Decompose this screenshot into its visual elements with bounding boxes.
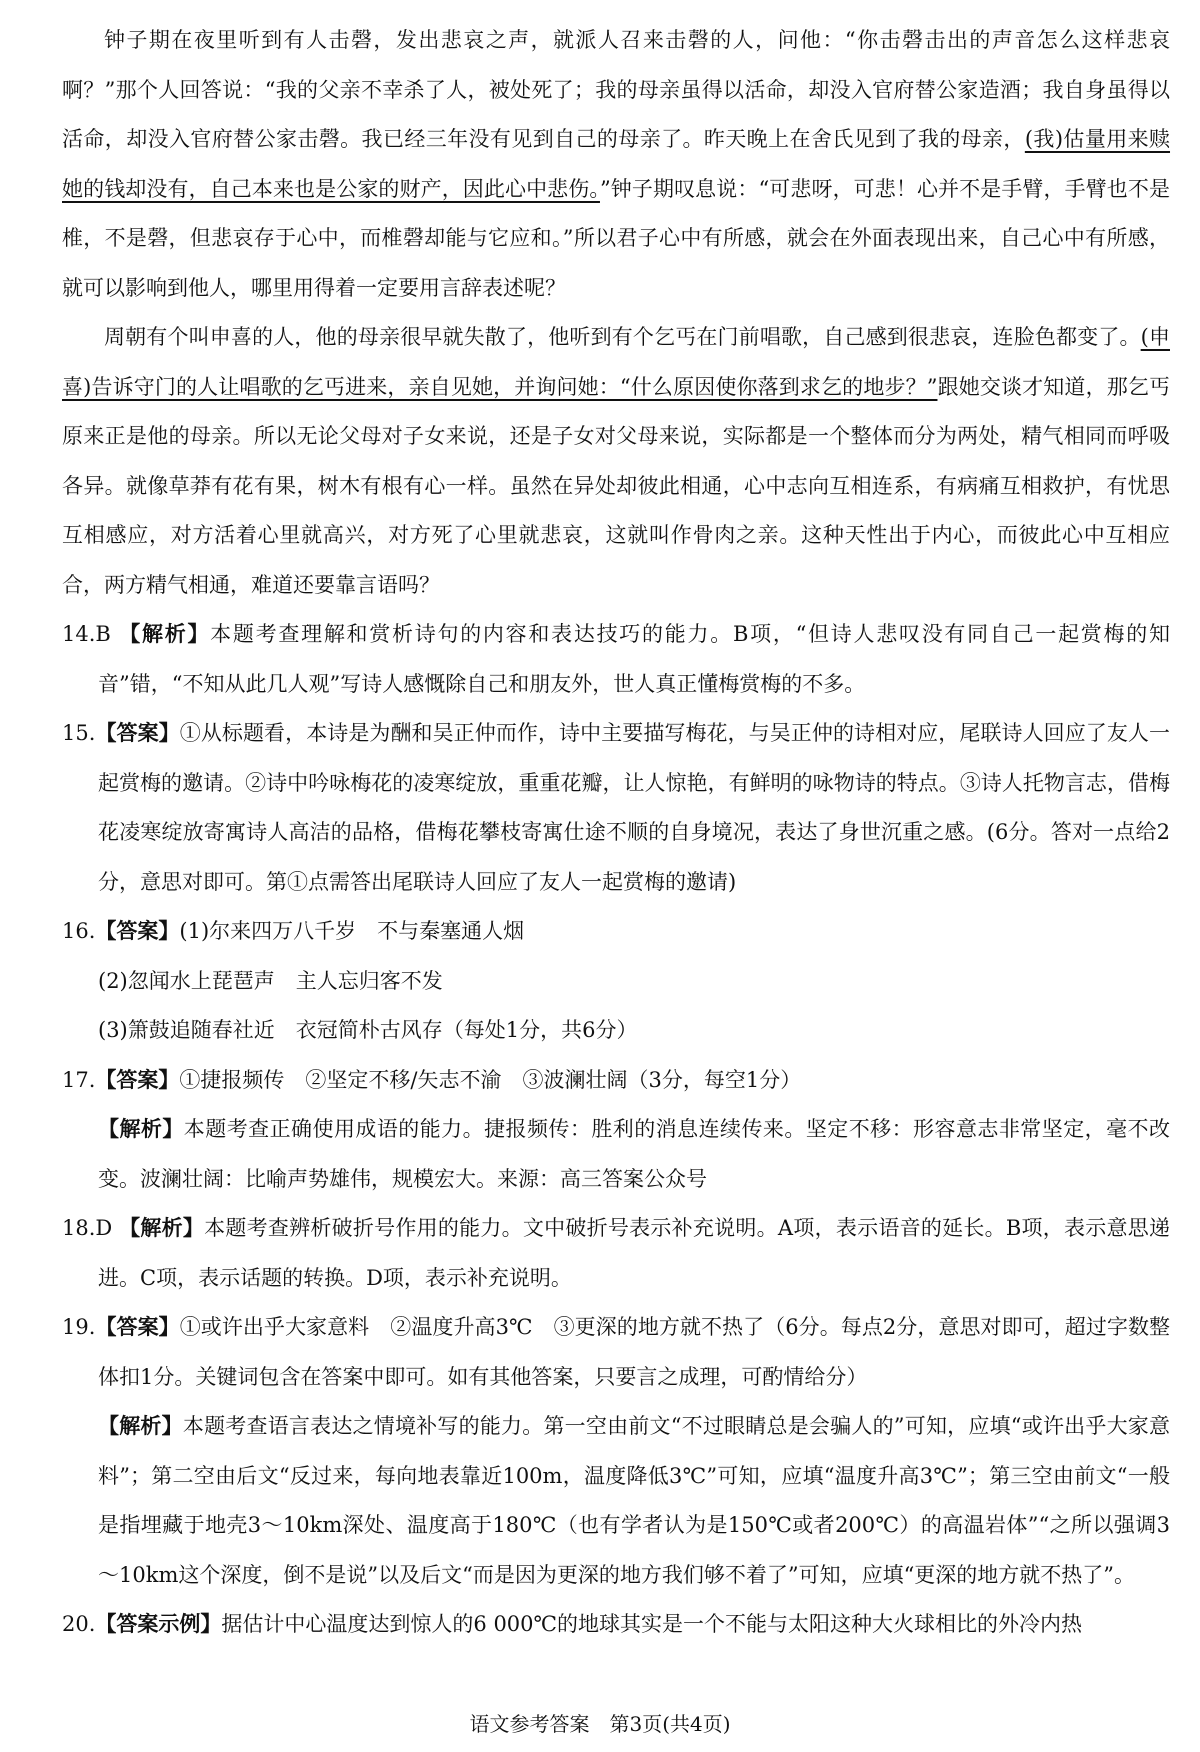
analysis-tag: 【解析】	[98, 1117, 184, 1141]
answer-text: ①捷报频传 ②坚定不移/矢志不渝 ③波澜壮阔（3分，每空1分）	[179, 1067, 802, 1092]
answer-text: 本题考查理解和赏析诗句的内容和表达技巧的能力。B项，“但诗人悲叹没有同自己一起赏梅的知音”错，“不知从此几人观”写诗人感慨除自己和朋友外，世人真正懂梅赏梅的不多。	[98, 622, 1170, 696]
answer-19	[62, 1303, 1170, 1402]
answer-16-line-2	[62, 957, 1170, 1007]
answer-line-3: (3)箫鼓追随春社近 衣冠简朴古风存（每处1分，共6分）	[98, 1018, 638, 1042]
answer-tag: 【答案】	[95, 1067, 180, 1092]
translation-text: ”钟子期叹息说：“可悲呀，可悲！心并不是手臂，手臂也不是椎，不是磬，但悲哀存于心中，而椎磬却能与它应和。”所以君子心中有所感，就会在外面表现出来，自己心中有所感，就可以影响到他人，哪里用得着一定要用言辞表述呢？	[62, 176, 1170, 300]
underlined-sentence: (我)估量用来赎她的钱却没有，自己本来也是公家的财产，因此心中悲伤。	[62, 127, 1171, 201]
answer-17	[62, 1056, 1170, 1106]
question-number: 18.D	[62, 1216, 113, 1240]
analysis-tag: 【解析】	[119, 622, 211, 646]
answer-tag: 【答案】	[95, 721, 180, 745]
translation-text: 跟她交谈才知道，那乞丐原来正是他的母亲。所以无论父母对子女来说，还是子女对父母来说，实际都是一个整体而分为两处，精气相同而呼吸各异。就像草莽有花有果，树木有根有心一样。虽然在异处却彼此相通，心中志向互相连系，有病痛互相救护，有忧思互相感应，对方活着心里就高兴，对方死了心里就悲哀，这就叫作骨肉之亲。这种天性出于内心，而彼此心中互相应合，两方精气相通，难道还要靠言语吗？	[62, 374, 1170, 597]
answer-18	[62, 1204, 1170, 1303]
answer-15	[62, 709, 1170, 907]
translation-paragraph-2	[62, 313, 1170, 610]
analysis-text: 本题考查正确使用成语的能力。捷报频传：胜利的消息连续传来。坚定不移：形容意志非常坚定，毫不改变。波澜壮阔：比喻声势雄伟，规模宏大。来源：高三答案公众号	[98, 1117, 1170, 1191]
answer-16-line-3	[62, 1006, 1170, 1056]
page-content	[62, 16, 1170, 1650]
question-number: 19.	[62, 1315, 96, 1339]
analysis-text: 本题考查语言表达之情境补写的能力。第一空由前文“不过眼睛总是会骗人的”可知，应填“或许出乎大家意料”；第二空由后文“反过来，每向地表靠近100m，温度降低3℃”可知，应填“温度升高3℃”；第三空由前文“一般是指埋藏于地壳3～10km深处、温度高于180℃（也有学者认为是150℃或者200℃）的高温岩体”“之所以强调3～10km这个深度，倒不是说”以及后文“而是因为更深的地方我们够不着了”可知，应填“更深的地方就不热了”。	[98, 1414, 1170, 1587]
answer-14	[62, 610, 1170, 709]
answer-20	[62, 1600, 1170, 1650]
question-number: 20.	[62, 1612, 96, 1636]
answer-16	[62, 907, 1170, 957]
analysis-tag: 【解析】	[119, 1216, 205, 1240]
answer-text: 据估计中心温度达到惊人的6 000℃的地球其实是一个不能与太阳这种大火球相比的外冷内热	[221, 1612, 1083, 1636]
translation-text: 钟子期在夜里听到有人击磬，发出悲哀之声，就派人召来击磬的人，问他：“你击磬击出的声音怎么这样悲哀啊？”那个人回答说：“我的父亲不幸杀了人，被处死了；我的母亲虽得以活命，却没入官府替公家造酒；我自身虽得以活命，却没入官府替公家击磬。我已经三年没有见到自己的母亲了。昨天晚上在舍氏见到了我的母亲，	[62, 28, 1170, 151]
translation-paragraph-1	[62, 16, 1170, 313]
answer-text: ①从标题看，本诗是为酬和吴正仲而作，诗中主要描写梅花，与吴正仲的诗相对应，尾联诗人回应了友人一起赏梅的邀请。②诗中吟咏梅花的凌寒绽放，重重花瓣，让人惊艳，有鲜明的咏物诗的特点。③诗人托物言志，借梅花凌寒绽放寄寓诗人高洁的品格，借梅花攀枝寄寓仕途不顺的自身境况，表达了身世沉重之感。(6分。答对一点给2分，意思对即可。第①点需答出尾联诗人回应了友人一起赏梅的邀请)	[98, 721, 1171, 894]
answer-text: ①或许出乎大家意料 ②温度升高3℃ ③更深的地方就不热了（6分。每点2分，意思对即可，超过字数整体扣1分。关键词包含在答案中即可。如有其他答案，只要言之成理，可酌情给分）	[98, 1315, 1170, 1389]
page-footer: 语文参考答案 第3页(共4页)	[469, 1712, 731, 1736]
answer-tag: 【答案】	[95, 1315, 180, 1339]
answer-line-1: (1)尔来四万八千岁 不与秦塞通人烟	[179, 919, 525, 943]
answer-text: 本题考查辨析破折号作用的能力。文中破折号表示补充说明。A项，表示语音的延长。B项，表示意思递进。C项，表示话题的转换。D项，表示补充说明。	[98, 1216, 1171, 1290]
answer-19-analysis	[62, 1402, 1170, 1600]
answer-line-2: (2)忽闻水上琵琶声 主人忘归客不发	[98, 968, 443, 993]
underlined-sentence: (申喜)告诉守门的人让唱歌的乞丐进来，亲自见她，并询问她：“什么原因使你落到求乞的地步？”	[62, 325, 1170, 399]
answer-tag: 【答案】	[95, 919, 180, 943]
question-number: 17.	[62, 1067, 96, 1092]
answer-example-tag: 【答案示例】	[95, 1612, 222, 1636]
question-number: 15.	[62, 721, 96, 745]
analysis-tag: 【解析】	[98, 1414, 183, 1438]
answer-17-analysis	[62, 1105, 1170, 1204]
question-number: 16.	[62, 919, 96, 943]
translation-text: 周朝有个叫申喜的人，他的母亲很早就失散了，他听到有个乞丐在门前唱歌，自己感到很悲哀，连脸色都变了。	[104, 325, 1141, 349]
question-number: 14.B	[62, 622, 111, 646]
